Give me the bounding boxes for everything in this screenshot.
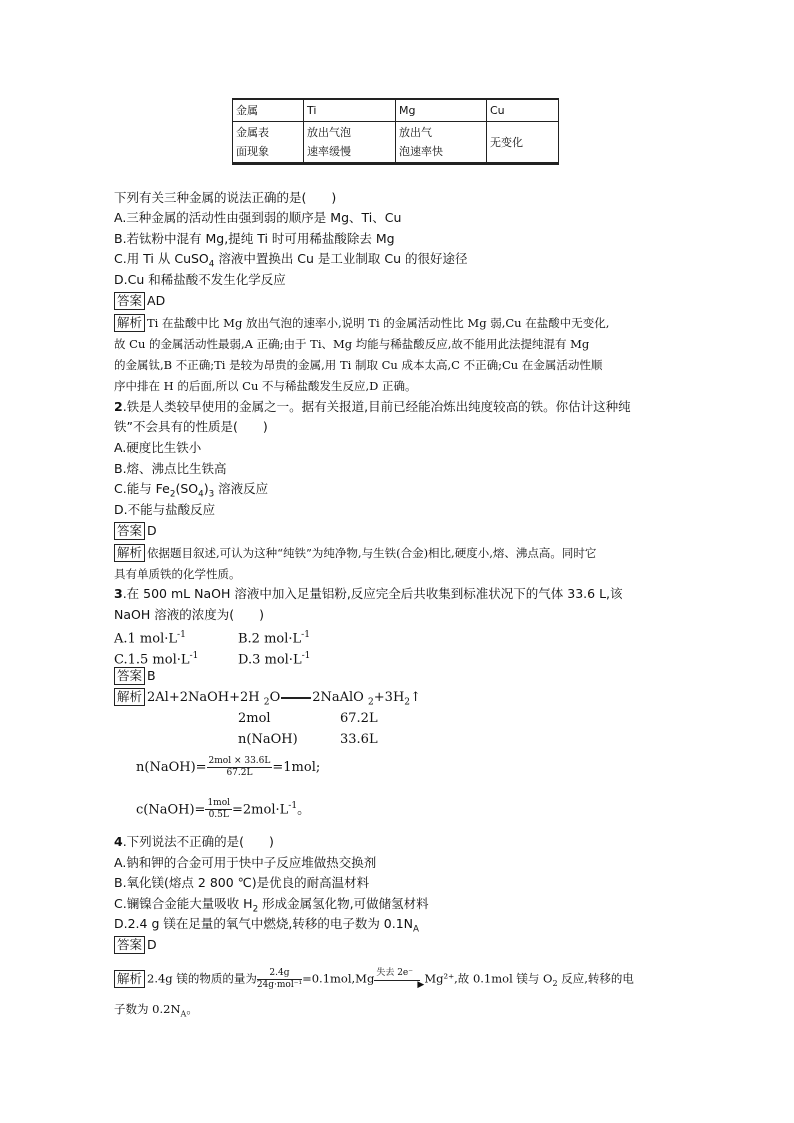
q1-option-a: A.三种金属的活动性由强到弱的顺序是 Mg、Ti、Cu [114,210,402,225]
q4-answer: 答案 D [114,936,157,954]
metal-reaction-table [232,98,559,165]
q3-equation: 解析 2Al+2NaOH+2H $_2$O 2NaAlO $_2+3H_2↑$ [114,688,421,712]
q3-ratio-mol: 2mol [238,711,271,726]
q4-stem: 4.下列说法不正确的是( ) [114,834,274,849]
q2-analysis: 解析 依据题目叙述,可认为这种“纯铁”为纯净物,与生铁(合金)相比,硬度小,熔、沸点高。同时它 具有单质铁的化学性质。 [114,545,597,581]
q1-option-b: B.若钛粉中混有 Mg,提纯 Ti 时可用稀盐酸除去 Mg [114,231,395,246]
q1-option-d: D.Cu 和稀盐酸不发生化学反应 [114,272,286,287]
q2-option-a: A.硬度比生铁小 [114,440,202,455]
q4-analysis-line2: 子数为 $0.2N_A$。 [114,1002,198,1019]
q3-ratio-vol: 67.2L [340,711,378,726]
q3-stem-line2: NaOH 溶液的浓度为( ) [114,607,264,622]
q4-analysis-line1: 解析 2.4g 镁的物质的量为 $\frac{2.4g}{\text{24g·mol⁻¹}}$ =0.1mol,Mg 失去 2e⁻ ▶ Mg²⁺,故 0.1mol 镁与 $O_2$ 反应,转移的电 [114,968,634,993]
answer-tag: 答案 [114,292,145,310]
table-header-cell: Mg [396,99,487,122]
q3-option-d: D.3 $mol\cdot L^{-1}$ [238,651,311,668]
table-header-cell: Cu [487,99,559,122]
q2-option-d: D.不能与盐酸反应 [114,502,216,517]
q3-given-vol: 33.6L [340,732,378,747]
answer-tag: 答案 [114,522,145,540]
q2-answer: 答案 D [114,522,157,540]
q3-option-a: A.1 $mol\cdot L^{-1}$ [114,630,186,647]
table-cell-mg: 放出气 泡速率快 [396,122,487,164]
table-row [233,122,559,164]
table-cell-cu: 无变化 [487,122,559,164]
q1-option-c: C.用 Ti 从 CuSO$_4$ 溶液中置换出 Cu 是工业制取 Cu 的很好途径 [114,251,468,270]
q3-stem-line1: 3.在 500 mL NaOH 溶液中加入足量铝粉,反应完全后共收集到标准状况下的气体 33.6 L,该 [114,586,623,601]
q1-answer: 答案 AD [114,292,165,310]
q3-formula-n: n(NaOH)= $\frac{\text{2mol × 33.6L}}{67.2L}$ =1mol; [136,756,321,778]
q2-option-b: B.熔、沸点比生铁高 [114,461,227,476]
q4-option-a: A.钠和钾的合金可用于快中子反应堆做热交换剂 [114,855,377,870]
analysis-tag: 解析 [114,688,145,706]
table-header-row [233,99,559,122]
q1-analysis: 解析 Ti 在盐酸中比 Mg 放出气泡的速率小,说明 Ti 的金属活动性比 Mg 弱,Cu 在盐酸中无变化, 故 Cu 的金属活动性最弱,A 正确;由于 Ti、Mg 均能与稀盐酸反应,故不能用此法提纯混有 Mg 的金属钛,B 不正确;Ti 是较为昂贵的金属,用 Ti 制取 Cu 成本太高,C 不正确;Cu 在金属活动性顺 序中排在 H 的后面,所以 Cu 不与稀盐酸发生反应,D 正确。 [114,315,610,393]
q2-stem-line2: 铁”不会具有的性质是( ) [114,419,268,434]
analysis-tag: 解析 [114,970,145,988]
answer-tag: 答案 [114,936,145,954]
q4-option-b: B.氧化镁(熔点 2 800 ℃)是优良的耐高温材料 [114,875,370,890]
q3-answer: 答案 B [114,667,156,685]
q1-stem: 下列有关三种金属的说法正确的是( ) [114,190,337,205]
q3-formula-c: c(NaOH)= $\frac{\text{1mol}}{0.5L}$ $=2mol\cdot L^{-1}$。 [136,798,311,821]
analysis-tag: 解析 [114,544,145,562]
q2-option-c: C.能与 $Fe_2(SO_4)_3$ 溶液反应 [114,481,269,500]
q4-option-c: C.镧镍合金能大量吸收 $H_2$ 形成金属氢化物,可做储氢材料 [114,896,429,915]
reaction-arrow [281,697,311,699]
table-cell-ti: 放出气泡 速率缓慢 [304,122,396,164]
table-header-cell: Ti [304,99,396,122]
table-header-cell: 金属 [233,99,304,122]
q4-option-d: D.2.4 g 镁在足量的氧气中燃烧,转移的电子数为 $0.1N_A$ [114,916,420,935]
q3-option-b: B.2 $mol\cdot L^{-1}$ [238,630,311,647]
electron-transfer-arrow: 失去 2e⁻ ▶ [376,967,425,990]
q3-unknown: n(NaOH) [238,732,298,747]
q3-option-c: C.1.5 $mol\cdot L^{-1}$ [114,651,199,668]
answer-tag: 答案 [114,667,145,685]
q2-stem-line1: 2.铁是人类较早使用的金属之一。据有关报道,目前已经能冶炼出纯度较高的铁。你估计这种纯 [114,399,631,414]
table-row-label: 金属表 面现象 [233,122,304,164]
analysis-tag: 解析 [114,314,145,332]
